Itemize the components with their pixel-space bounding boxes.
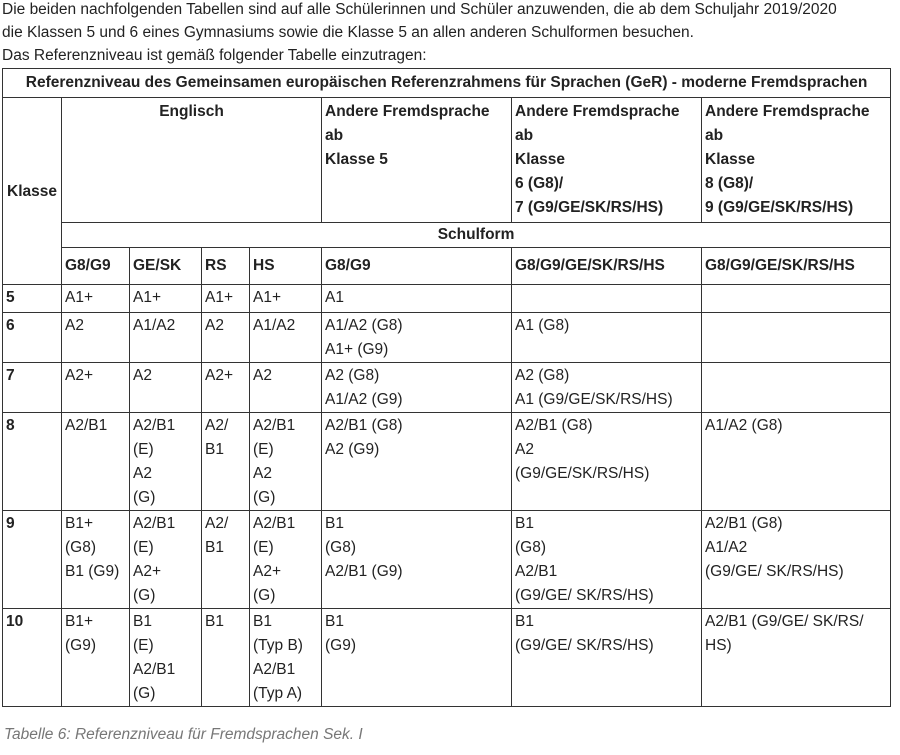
cell-line: A2 <box>205 317 224 334</box>
cell-line: B1 <box>205 441 224 458</box>
cell-englisch-rs <box>202 285 250 313</box>
cell-line: (G) <box>133 587 156 604</box>
header-line: Andere Fremdsprache <box>325 103 490 120</box>
cell-line: A1+ <box>253 289 282 306</box>
cell-englisch-g8-g9 <box>62 285 130 313</box>
cell-line: A2 <box>133 367 152 384</box>
cell-line: B1 <box>325 515 344 532</box>
cell-line: B1 (G9) <box>65 563 120 580</box>
subheader-andere8-all: G8/G9/GE/SK/RS/HS <box>702 248 891 285</box>
header-line: ab <box>515 127 534 144</box>
cell-line: A1/A2 (G9) <box>325 391 403 408</box>
header-line: ab <box>705 127 724 144</box>
cell-andere6 <box>512 363 702 413</box>
cell-andere5 <box>322 511 512 609</box>
cell-line: A2/B1 (G9) <box>325 563 403 580</box>
table-row <box>3 285 891 313</box>
cell-englisch-hs <box>250 413 322 511</box>
cell-andere6 <box>512 285 702 313</box>
cell-line: A2 (G9) <box>325 441 380 458</box>
klasse-cell: 5 <box>3 285 62 313</box>
cell-line: B1 <box>205 539 224 556</box>
cell-line: A2/B1 <box>253 417 296 434</box>
cell-line: (E) <box>133 637 154 654</box>
header-line: 8 (G8)/ <box>705 175 754 192</box>
cell-andere6 <box>512 609 702 707</box>
cell-andere5 <box>322 313 512 363</box>
cell-line: A1+ <box>65 289 94 306</box>
table-title: Referenzniveau des Gemeinsamen europäischen Referenzrahmens für Sprachen (GeR) - moderne Fremdsprachen <box>3 69 891 98</box>
cell-andere8 <box>702 413 891 511</box>
header-line: Klasse <box>515 151 565 168</box>
cell-englisch-g8-g9 <box>62 313 130 363</box>
cell-line: A2 <box>253 465 272 482</box>
table-row <box>3 511 891 609</box>
header-line: Andere Fremdsprache <box>705 103 870 120</box>
intro-line-2: die Klassen 5 und 6 eines Gymnasiums sowie die Klasse 5 an allen anderen Schulformen besuchen. <box>2 24 694 41</box>
cell-line: A2 (G8) <box>325 367 380 384</box>
cell-line: A2/B1 <box>133 417 176 434</box>
cell-englisch-hs <box>250 285 322 313</box>
cell-line: A2+ <box>205 367 234 384</box>
cell-line: A2+ <box>65 367 94 384</box>
cell-line: B1 <box>325 613 344 630</box>
cell-englisch-rs <box>202 363 250 413</box>
cell-line: A1+ <box>133 289 162 306</box>
cell-englisch-ge-sk <box>130 511 202 609</box>
cell-line: (G) <box>133 489 156 506</box>
cell-line: (G9/GE/ SK/RS/HS) <box>515 637 654 654</box>
cell-englisch-rs <box>202 313 250 363</box>
klasse-cell: 6 <box>3 313 62 363</box>
cell-line: A1/A2 (G8) <box>325 317 403 334</box>
subheader-englisch-g8-g9: G8/G9 <box>62 248 130 285</box>
table-row <box>3 413 891 511</box>
cell-line: B1 <box>253 613 272 630</box>
cell-line: A2 <box>253 367 272 384</box>
cell-englisch-hs <box>250 511 322 609</box>
subheader-andere5-g8-g9: G8/G9 <box>322 248 512 285</box>
cell-line: A2/ <box>205 515 229 532</box>
cell-line: A2 <box>515 441 534 458</box>
cell-englisch-hs <box>250 313 322 363</box>
cell-line: A2 <box>133 465 152 482</box>
table-row <box>3 313 891 363</box>
cell-line: A1/A2 <box>253 317 296 334</box>
cell-line: A2/B1 <box>253 661 296 678</box>
cell-line: A2/B1 <box>515 563 558 580</box>
cell-andere8 <box>702 511 891 609</box>
header-line: 7 (G9/GE/SK/RS/HS) <box>515 199 664 216</box>
cell-andere5 <box>322 363 512 413</box>
cell-andere5 <box>322 609 512 707</box>
klasse-cell: 8 <box>3 413 62 511</box>
cell-englisch-g8-g9 <box>62 609 130 707</box>
cell-line: B1 <box>133 613 152 630</box>
cell-andere8 <box>702 285 891 313</box>
cell-line: B1+ <box>65 613 94 630</box>
cell-englisch-g8-g9 <box>62 363 130 413</box>
subheader-englisch-hs: HS <box>250 248 322 285</box>
cell-line: (E) <box>133 441 154 458</box>
cell-line: (G9/GE/ SK/RS/HS) <box>515 587 654 604</box>
cell-line: (G) <box>253 489 276 506</box>
header-line: 9 (G9/GE/SK/RS/HS) <box>705 199 854 216</box>
intro-line-1: Die beiden nachfolgenden Tabellen sind auf alle Schülerinnen und Schüler anzuwenden, die ab dem Schuljahr 2019/2020 <box>2 1 837 18</box>
table-row <box>3 363 891 413</box>
cell-line: B1 <box>515 515 534 532</box>
table-caption: Tabelle 6: Referenzniveau für Fremdsprachen Sek. I <box>4 726 363 743</box>
cell-line: A2 <box>65 317 84 334</box>
cell-line: A1+ <box>205 289 234 306</box>
header-line: Klasse 5 <box>325 151 388 168</box>
cell-line: A1/A2 <box>705 539 748 556</box>
cell-line: A2/B1 <box>65 417 108 434</box>
cell-line: (G) <box>253 587 276 604</box>
klasse-cell: 10 <box>3 609 62 707</box>
cell-line: (E) <box>133 539 154 556</box>
header-line: Englisch <box>159 103 224 120</box>
cell-line: B1 <box>515 613 534 630</box>
cell-andere5 <box>322 413 512 511</box>
cell-englisch-rs <box>202 609 250 707</box>
cell-line: (G8) <box>65 539 96 556</box>
cell-andere8 <box>702 363 891 413</box>
cell-line: A1 (G9/GE/SK/RS/HS) <box>515 391 673 408</box>
cell-englisch-ge-sk <box>130 413 202 511</box>
cell-englisch-ge-sk <box>130 313 202 363</box>
cell-line: (Typ A) <box>253 685 303 702</box>
header-line: Klasse <box>705 151 755 168</box>
cell-andere8 <box>702 609 891 707</box>
cell-line: (G9/GE/SK/RS/HS) <box>515 465 650 482</box>
cell-line: A2 (G8) <box>515 367 570 384</box>
cell-line: (G) <box>133 685 156 702</box>
header-andere-fremdsprache-8 <box>702 98 891 223</box>
header-andere-fremdsprache-5 <box>322 98 512 223</box>
cell-line: A1 <box>325 289 344 306</box>
klasse-cell: 9 <box>3 511 62 609</box>
cell-andere6 <box>512 413 702 511</box>
cell-line: (E) <box>253 539 274 556</box>
cell-englisch-hs <box>250 363 322 413</box>
cell-andere6 <box>512 313 702 363</box>
header-line: 6 (G8)/ <box>515 175 564 192</box>
subheader-andere6-all: G8/G9/GE/SK/RS/HS <box>512 248 702 285</box>
cell-line: A1 (G8) <box>515 317 570 334</box>
cell-line: (G8) <box>325 539 356 556</box>
header-andere-fremdsprache-6 <box>512 98 702 223</box>
cell-line: (G9) <box>65 637 96 654</box>
klasse-header: Klasse <box>3 98 62 285</box>
cell-line: (Typ B) <box>253 637 303 654</box>
header-line: ab <box>325 127 344 144</box>
cell-andere6 <box>512 511 702 609</box>
cell-englisch-rs <box>202 511 250 609</box>
header-englisch <box>62 98 322 223</box>
cell-line: A2/B1 (G8) <box>325 417 403 434</box>
intro-line-3: Das Referenzniveau ist gemäß folgender Tabelle einzutragen: <box>2 47 427 64</box>
cell-line: A2+ <box>133 563 162 580</box>
cell-englisch-ge-sk <box>130 363 202 413</box>
cell-line: A1+ (G9) <box>325 341 389 358</box>
cell-line: A2/B1 <box>133 661 176 678</box>
cell-line: (E) <box>253 441 274 458</box>
subheader-englisch-rs: RS <box>202 248 250 285</box>
schulform-header: Schulform <box>62 223 891 248</box>
cell-andere8 <box>702 313 891 363</box>
header-line: Andere Fremdsprache <box>515 103 680 120</box>
table-row <box>3 609 891 707</box>
cell-englisch-rs <box>202 413 250 511</box>
cell-line: (G9/GE/ SK/RS/HS) <box>705 563 844 580</box>
cell-line: B1 <box>205 613 224 630</box>
cell-line: A2/B1 (G8) <box>515 417 593 434</box>
cell-line: A2+ <box>253 563 282 580</box>
cell-line: A2/B1 <box>253 515 296 532</box>
cell-englisch-g8-g9 <box>62 413 130 511</box>
cell-line: (G8) <box>515 539 546 556</box>
cell-englisch-g8-g9 <box>62 511 130 609</box>
cell-line: A2/ <box>205 417 229 434</box>
cell-englisch-ge-sk <box>130 285 202 313</box>
intro-text <box>2 0 898 67</box>
cell-line: A2/B1 (G9/GE/ SK/RS/ <box>705 613 864 630</box>
reference-level-table <box>2 68 891 707</box>
klasse-cell: 7 <box>3 363 62 413</box>
cell-line: HS) <box>705 637 732 654</box>
cell-line: (G9) <box>325 637 356 654</box>
cell-line: A2/B1 (G8) <box>705 515 783 532</box>
cell-englisch-hs <box>250 609 322 707</box>
cell-line: A1/A2 <box>133 317 176 334</box>
subheader-englisch-ge-sk: GE/SK <box>130 248 202 285</box>
cell-line: A2/B1 <box>133 515 176 532</box>
cell-andere5 <box>322 285 512 313</box>
cell-line: A1/A2 (G8) <box>705 417 783 434</box>
cell-englisch-ge-sk <box>130 609 202 707</box>
cell-line: B1+ <box>65 515 94 532</box>
